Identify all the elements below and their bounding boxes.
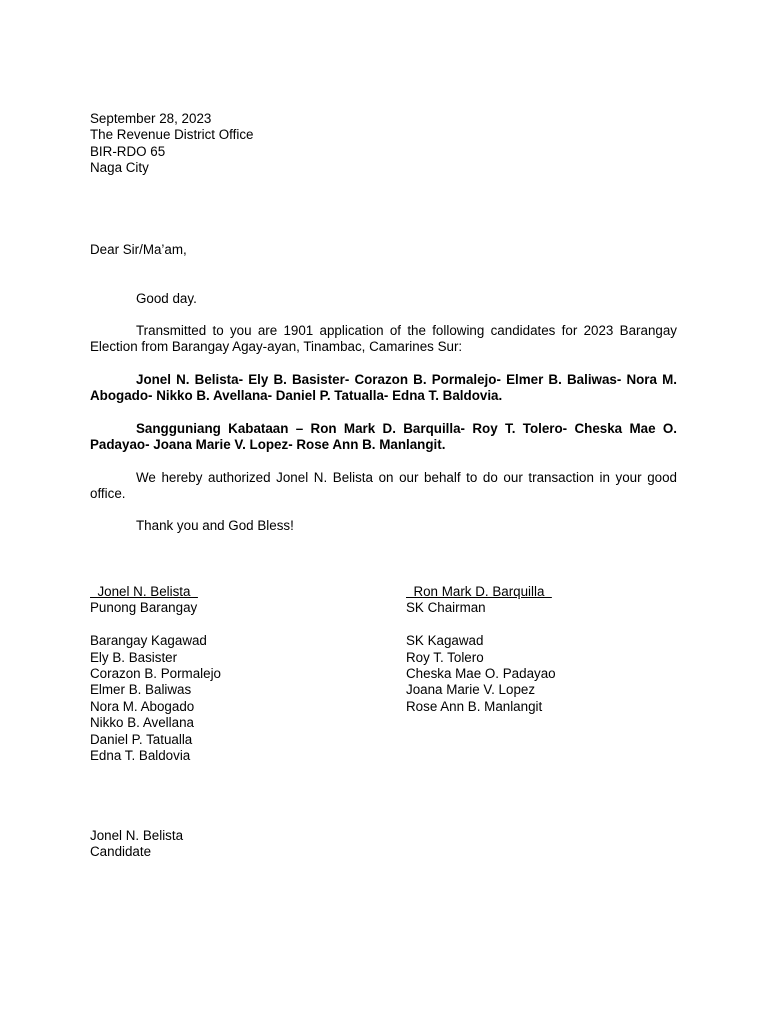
footer-name: Jonel N. Belista xyxy=(90,828,184,843)
sk-paragraph xyxy=(90,421,677,454)
body-paragraph xyxy=(90,323,677,356)
spacer xyxy=(90,617,350,633)
signature-name-right: Ron Mark D. Barquilla xyxy=(406,584,552,599)
recipient-line-3: Naga City xyxy=(90,160,149,176)
member-left: Corazon B. Pormalejo xyxy=(90,666,221,682)
authorization-text: We hereby authorized Jonel N. Belista on our behalf to do our transaction in your good office. xyxy=(90,470,677,502)
recipient-line-1: The Revenue District Office xyxy=(90,127,254,143)
member-right: Rose Ann B. Manlangit xyxy=(406,698,543,714)
letter-date: September 28, 2023 xyxy=(90,111,212,126)
member-right: Cheska Mae O. Padayao xyxy=(406,666,556,682)
member-right: Joana Marie V. Lopez xyxy=(406,682,536,698)
footer-title: Candidate xyxy=(90,844,152,860)
salutation: Dear Sir/Ma’am, xyxy=(90,242,187,257)
right-signatory-block xyxy=(406,584,666,715)
position-right: SK Chairman xyxy=(406,600,486,616)
member-left: Nikko B. Avellana xyxy=(90,715,194,731)
authorization-paragraph xyxy=(90,470,677,503)
group-title-right: SK Kagawad xyxy=(406,633,484,649)
body-paragraph-text: Transmitted to you are 1901 application of the following candidates for 2023 Barangay Election from Barangay Agay-ayan, Tinambac, Camarines Sur: xyxy=(90,323,677,355)
signature-name-left: Jonel N. Belista xyxy=(90,584,198,599)
member-left: Nora M. Abogado xyxy=(90,698,195,714)
closing: Thank you and God Bless! xyxy=(136,518,294,533)
candidates-list: Jonel N. Belista- Ely B. Basister- Corazon B. Pormalejo- Elmer B. Baliwas- Nora M. Abogado- Nikko B. Avellana- Daniel P. Tatualla- Edna T. Baldovia. xyxy=(90,372,677,404)
position-left: Punong Barangay xyxy=(90,600,198,616)
group-title-left: Barangay Kagawad xyxy=(90,633,207,649)
member-left: Ely B. Basister xyxy=(90,649,178,665)
spacer xyxy=(406,617,666,633)
recipient-line-2: BIR-RDO 65 xyxy=(90,143,166,159)
letter-header xyxy=(90,111,677,177)
left-signatory-block xyxy=(90,584,350,764)
member-right: Roy T. Tolero xyxy=(406,649,484,665)
candidates-paragraph xyxy=(90,372,677,405)
greeting: Good day. xyxy=(136,291,197,306)
member-left: Daniel P. Tatualla xyxy=(90,731,193,747)
sk-list: Sangguniang Kabataan – Ron Mark D. Barquilla- Roy T. Tolero- Cheska Mae O. Padayao- Joana Marie V. Lopez- Rose Ann B. Manlangit. xyxy=(90,421,677,453)
member-left: Elmer B. Baliwas xyxy=(90,682,192,698)
footer-signatory xyxy=(90,828,677,861)
member-left: Edna T. Baldovia xyxy=(90,748,191,764)
